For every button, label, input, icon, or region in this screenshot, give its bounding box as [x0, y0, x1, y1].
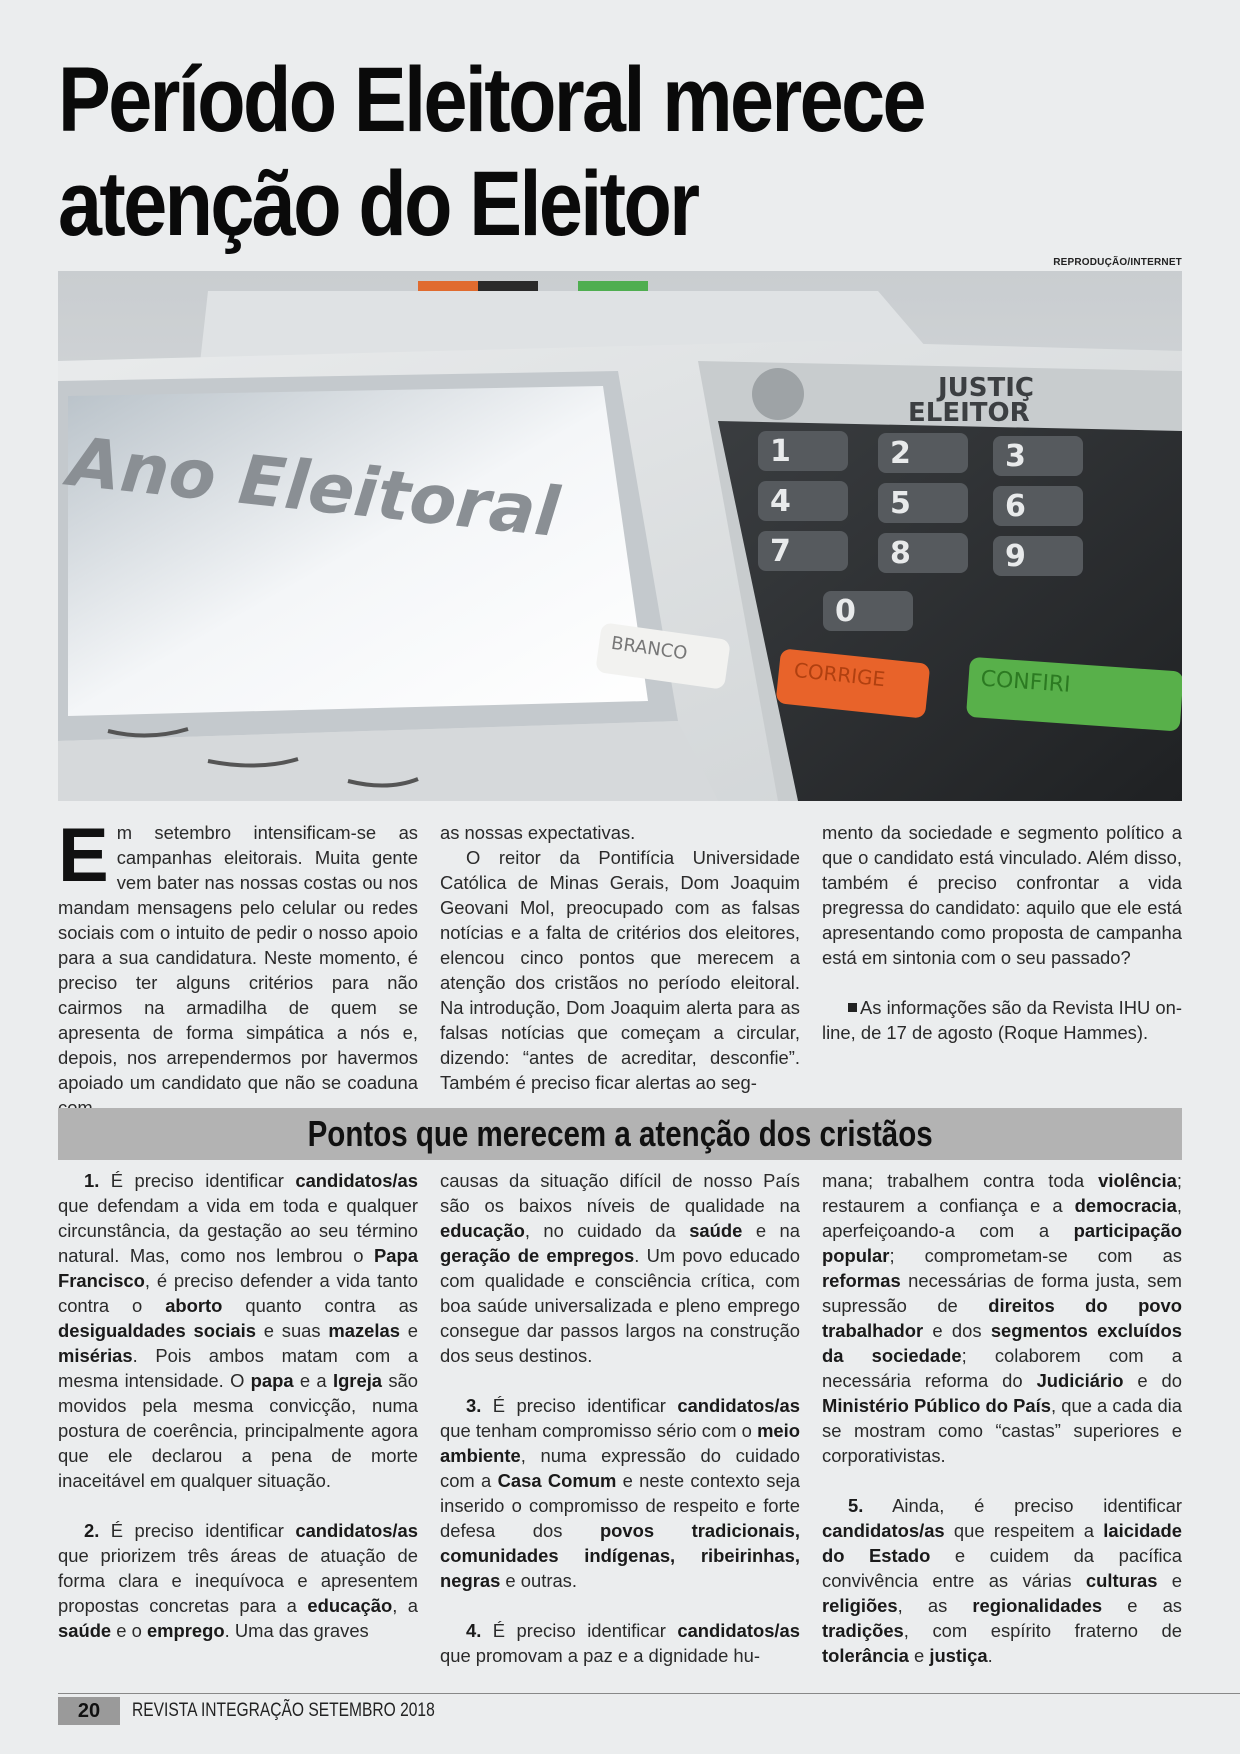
- intro-column-1: [58, 813, 418, 1120]
- section-heading: Pontos que merecem a atenção dos cristãos: [307, 1113, 933, 1154]
- photo-credit: REPRODUÇÃO/INTERNET: [1053, 257, 1182, 268]
- intro-paragraph-3: O reitor da Pontifícia Universidade Católica de Minas Gerais, Dom Joaquim Geovani Mol, preocupado com as falsas notícias e a falta de critérios dos eleitores, elencou cinco pontos que merecem a atenção dos cristãos no período eleitoral. Na introdução, Dom Joaquim alerta para as falsas notícias que começam a circular, dizendo: “antes de acreditar, desconfie”. Também é preciso ficar alertas ao seg-: [440, 847, 800, 1093]
- point-3: 3. É preciso identificar candidatos/as que tenham compromisso sério com o meio ambiente, numa expressão do cuidado com a Casa Comum e neste contexto seja inserido o compromisso de respeito e forte defesa dos povos tradicionais, comunidades indígenas, ribeirinhas, negras e outras.: [440, 1395, 800, 1591]
- screen-text: Ano Eleitoral: [64, 422, 563, 553]
- points-column-1: [58, 1168, 418, 1643]
- key-2: 2: [890, 436, 911, 471]
- footer-rule: [58, 1693, 1240, 1694]
- key-6: 6: [1005, 489, 1026, 524]
- title-line-2: atenção do Eleitor: [58, 153, 698, 255]
- section-heading-bar: [58, 1108, 1182, 1160]
- key-0: 0: [835, 594, 856, 629]
- brand-line-1: JUSTIÇ: [938, 373, 1035, 403]
- title-line-1: Período Eleitoral merece: [58, 49, 924, 151]
- point-1: 1. É preciso identificar candidatos/as que defendam a vida em toda e qualquer circunstância, da gestação ao seu término natural. Mas, como nos lembrou o Papa Francisco, é preciso defender a vida tanto contra o aborto quanto contra as desigualdades sociais e suas mazelas e misérias. Pois ambos matam com a mesma intensidade. O papa e a Igreja são movidos pela mesma convicção, numa postura de coerência, principalmente agora que ele declarou a pena de morte inaceitável em qualquer situação.: [58, 1170, 418, 1491]
- intro-paragraph-1: Em setembro intensificam-se as campanhas eleitorais. Muita gente vem bater nas nossas costas ou nos mandam mensagens pelo celular ou redes sociais com o intuito de pedir o nosso apoio para a sua candidatura. Neste momento, é preciso ter alguns critérios para não cairmos na armadilha de quem se apresenta de forma simpática a nós e, depois, nos arrependermos por havermos apoiado um candidato que não se coaduna: [58, 813, 418, 1093]
- intro-paragraph-2: as nossas expectativas.: [440, 822, 636, 843]
- intro-paragraph-4: mento da sociedade e segmento político a que o candidato está vinculado. Além disso, também é preciso confrontar a vida pregressa do candidato: aquilo que ele está apresentando como proposta de campanha está em sintonia com o seu passado?: [822, 822, 1182, 968]
- key-8: 8: [890, 536, 911, 571]
- point-5: 5. Ainda, é preciso identificar candidatos/as que respeitem a laicidade do Estado e cuidem da pacífica convivência entre as várias culturas e religiões, as regionalidades e as tradições, com espírito fraterno de tolerância e justiça.: [822, 1495, 1182, 1666]
- coat-of-arms-icon: [752, 368, 804, 420]
- point-2-continued: causas da situação difícil de nosso País são os baixos níveis de qualidade na educação, no cuidado da saúde e na geração de empregos. Um povo educado com qualidade e consciência crítica, com boa saúde universalizada e pleno emprego consegue dar passos largos na construção dos seus destinos.: [440, 1170, 800, 1366]
- page-number: 20: [58, 1697, 120, 1725]
- corrige-label: CORRIGE: [792, 657, 887, 692]
- brand-line-2: ELEITOR: [908, 398, 1030, 428]
- intro-paragraph-5: As informações são da Revista IHU on-line, de 17 de agosto (Roque Hammes).: [822, 997, 1182, 1043]
- points-column-2: [440, 1168, 800, 1668]
- point-4: 4. É preciso identificar candidatos/as que promovam a paz e a dignidade hu-: [440, 1620, 800, 1666]
- key-3: 3: [1005, 439, 1026, 474]
- drop-cap: E: [58, 813, 109, 898]
- voting-machine-photo: [58, 271, 1182, 801]
- point-2: 2. É preciso identificar candidatos/as que priorizem três áreas de atuação de forma clara e inequívoca e apresentem propostas concretas para a educação, a saúde e o emprego. Uma das graves: [58, 1520, 418, 1641]
- branco-label: BRANCO: [609, 632, 689, 665]
- point-4-continued: mana; trabalhem contra toda violência; restaurem a confiança e a democracia, aperfeiçoando-a com a participação popular; comprometam-se com as reformas necessárias de forma justa, sem supressão de direitos do povo trabalhador e dos segmentos excluídos da sociedade; colaborem com a necessária reforma do Judiciário e do Ministério Público do País, que a cada dia se mostram como “castas” superiores e corporativistas.: [822, 1170, 1183, 1466]
- key-1: 1: [770, 434, 791, 469]
- publication-footer: REVISTA INTEGRAÇÃO SETEMBRO 2018: [132, 1700, 435, 1721]
- key-4: 4: [770, 484, 791, 519]
- square-bullet-icon: [848, 1003, 857, 1012]
- points-column-3: [822, 1168, 1182, 1668]
- key-7: 7: [770, 534, 791, 569]
- intro-column-2: [440, 820, 800, 1095]
- confirma-label: CONFIRI: [979, 666, 1072, 698]
- article-title: [58, 48, 1021, 256]
- key-5: 5: [890, 486, 911, 521]
- intro-column-3: [822, 820, 1182, 1045]
- key-9: 9: [1005, 539, 1026, 574]
